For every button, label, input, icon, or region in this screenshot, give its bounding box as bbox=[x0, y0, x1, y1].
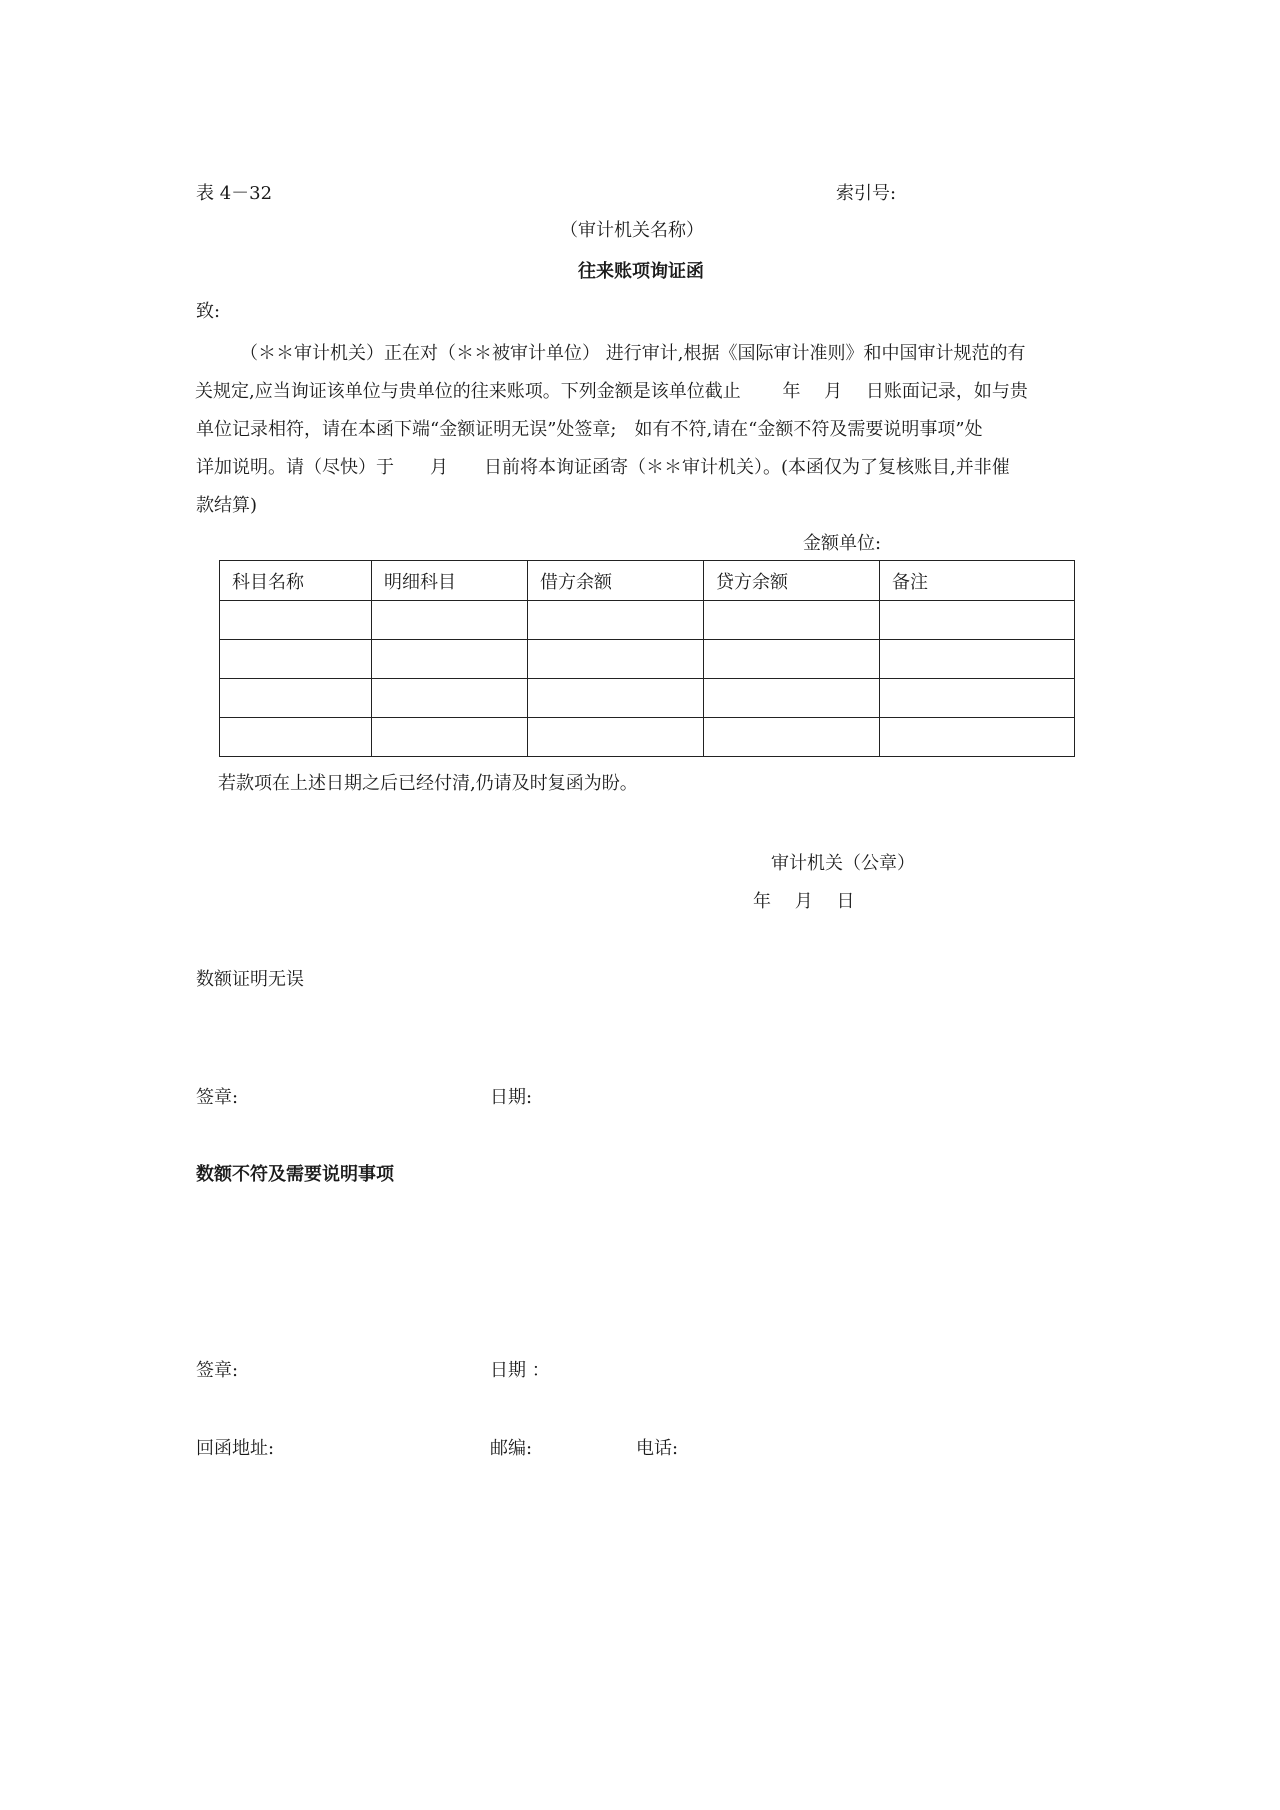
index-number-label: 索引号: bbox=[836, 183, 897, 204]
table-cell bbox=[372, 679, 528, 718]
table-cell bbox=[704, 601, 880, 640]
dispute-section-title: 数额不符及需要说明事项 bbox=[196, 1164, 394, 1185]
table-cell bbox=[880, 718, 1075, 757]
reply-address-label: 回函地址: bbox=[196, 1438, 275, 1459]
table-cell bbox=[220, 679, 372, 718]
column-header-sub-account: 明细科目 bbox=[372, 561, 528, 601]
column-header-debit-balance: 借方余额 bbox=[528, 561, 704, 601]
table-number: 表 4－32 bbox=[196, 183, 273, 204]
dispute-date-label: 日期 ： bbox=[490, 1360, 550, 1381]
table-header-row bbox=[220, 561, 1075, 601]
table-cell bbox=[528, 640, 704, 679]
document-title: 往来账项询证函 bbox=[578, 261, 704, 282]
addressee: 致: bbox=[196, 301, 221, 322]
body-line: 单位记录相符，请在本函下端“金额证明无误”处签章; 如有不符,请在“金额不符及需要说明事项”处 bbox=[196, 419, 983, 440]
table-cell bbox=[880, 601, 1075, 640]
table-row bbox=[220, 679, 1075, 718]
confirm-section-title: 数额证明无误 bbox=[196, 969, 304, 990]
body-line: （＊＊审计机关）正在对（＊＊被审计单位） 进行审计,根据《国际审计准则》和中国审计规范的有 bbox=[240, 343, 1026, 364]
table-row bbox=[220, 640, 1075, 679]
body-paragraph bbox=[196, 335, 1096, 525]
seal-date: 年 月 日 bbox=[753, 891, 855, 912]
table-cell bbox=[372, 640, 528, 679]
table-cell bbox=[528, 601, 704, 640]
table-cell bbox=[704, 640, 880, 679]
amount-unit-label: 金额单位: bbox=[803, 533, 882, 554]
reply-postcode-label: 邮编: bbox=[490, 1438, 533, 1459]
table-row bbox=[220, 718, 1075, 757]
body-line: 详加说明。请（尽快）于 月 日前将本询证函寄（＊＊审计机关）。(本函仅为了复核账目,并非催 bbox=[196, 457, 1010, 478]
confirm-seal-label: 签章: bbox=[196, 1087, 239, 1108]
table-cell bbox=[528, 679, 704, 718]
table-cell bbox=[372, 601, 528, 640]
table-cell bbox=[528, 718, 704, 757]
column-header-credit-balance: 贷方余额 bbox=[704, 561, 880, 601]
audit-org-name: （审计机关名称） bbox=[560, 220, 704, 241]
table-cell bbox=[220, 640, 372, 679]
column-header-remarks: 备注 bbox=[880, 561, 1075, 601]
table-cell bbox=[704, 718, 880, 757]
table-cell bbox=[880, 679, 1075, 718]
column-header-account-name: 科目名称 bbox=[220, 561, 372, 601]
account-balance-table bbox=[219, 560, 1075, 757]
confirm-date-label: 日期: bbox=[490, 1087, 533, 1108]
dispute-seal-label: 签章: bbox=[196, 1360, 239, 1381]
reply-phone-label: 电话: bbox=[636, 1438, 679, 1459]
body-line: 关规定,应当询证该单位与贵单位的往来账项。下列金额是该单位截止 年 月 日账面记录，如与贵 bbox=[195, 381, 1028, 402]
table-cell bbox=[704, 679, 880, 718]
table-cell bbox=[372, 718, 528, 757]
body-line: 款结算) bbox=[196, 495, 258, 516]
payment-note: 若款项在上述日期之后已经付清,仍请及时复函为盼。 bbox=[218, 773, 638, 794]
table-cell bbox=[220, 601, 372, 640]
table-cell bbox=[880, 640, 1075, 679]
table-cell bbox=[220, 718, 372, 757]
audit-org-seal-label: 审计机关（公章） bbox=[771, 853, 915, 874]
table-row bbox=[220, 601, 1075, 640]
